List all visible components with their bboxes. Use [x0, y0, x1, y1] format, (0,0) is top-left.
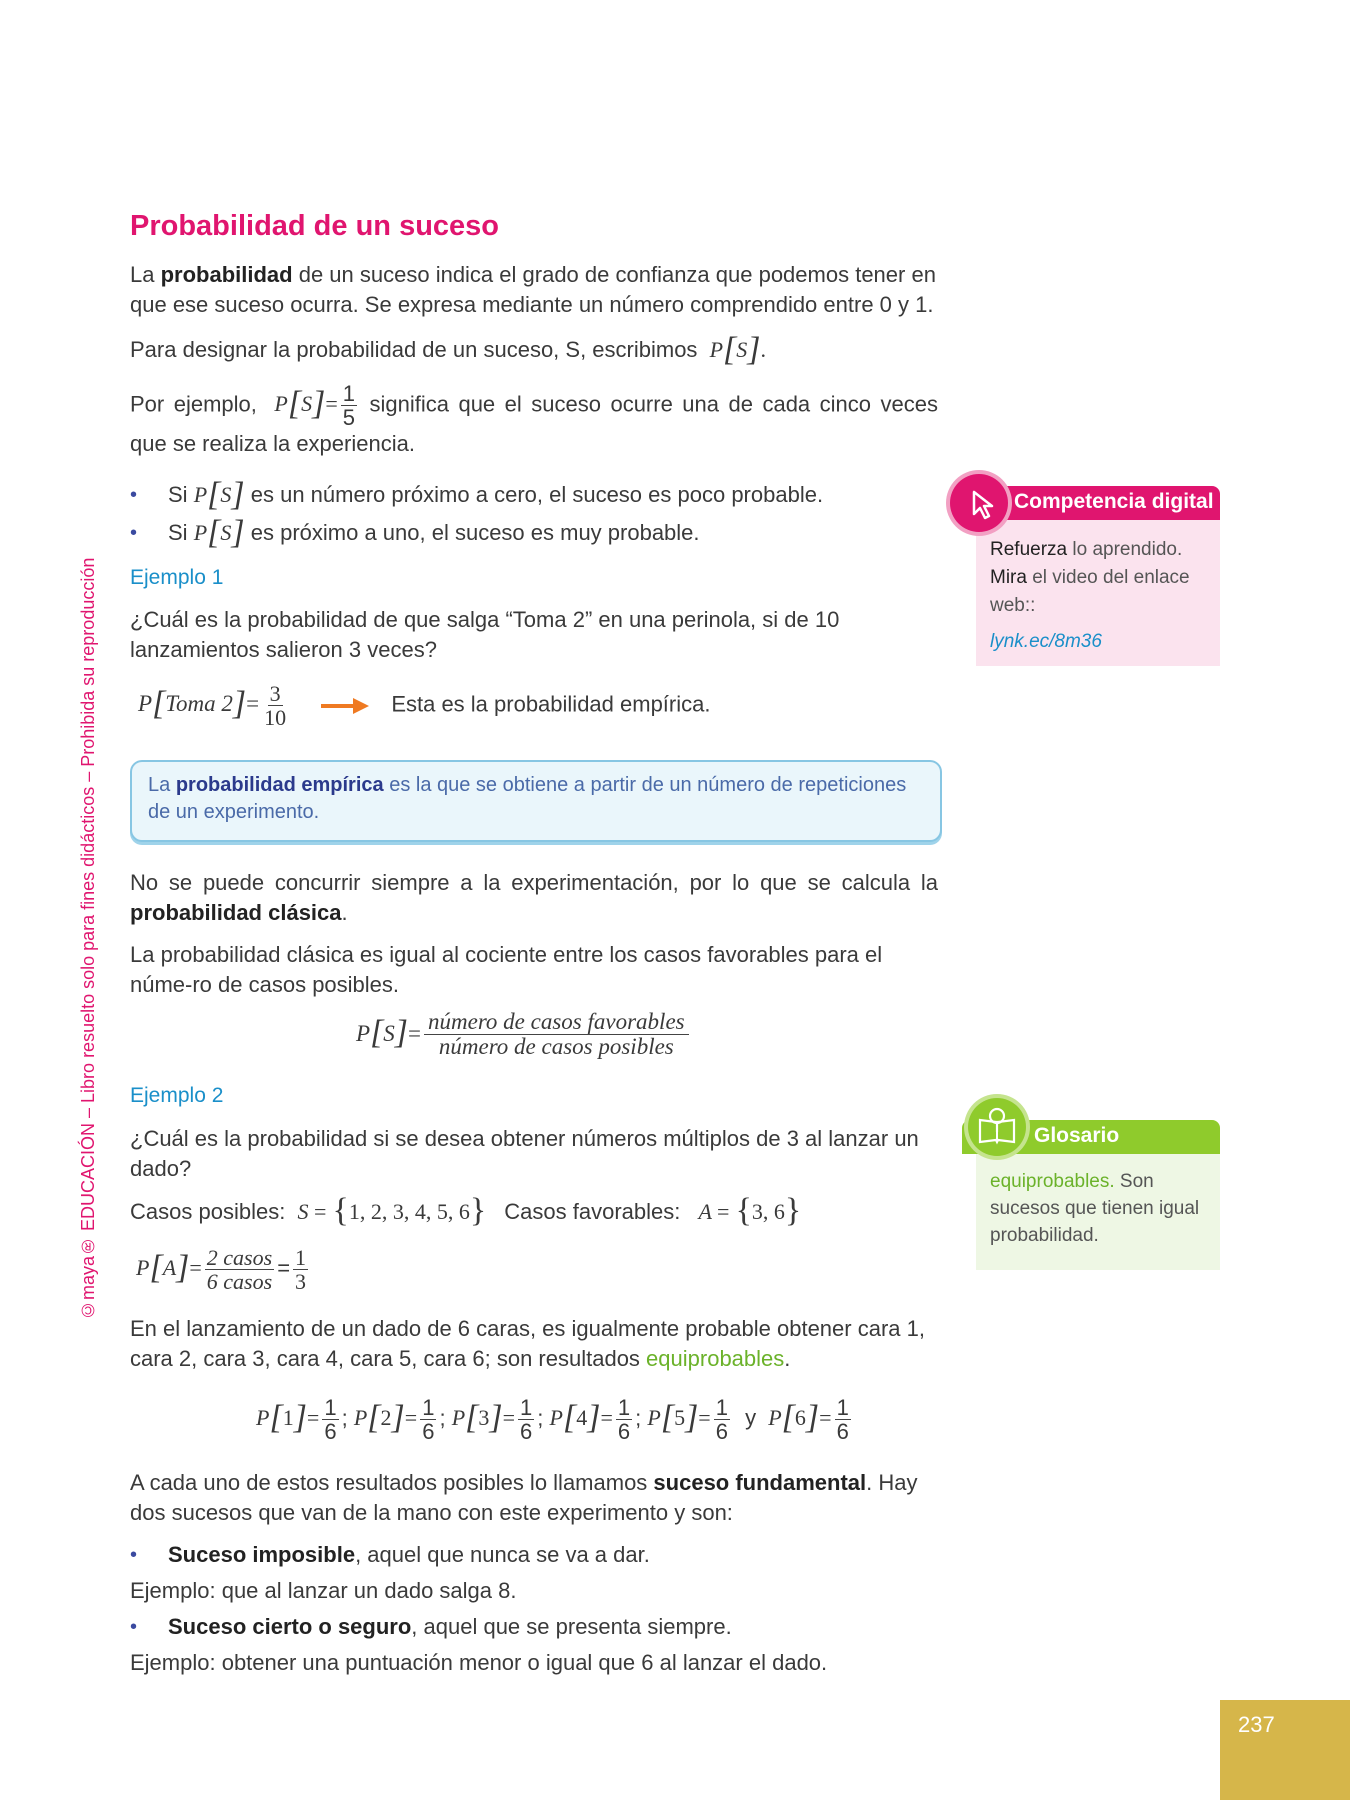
bullet-item: • Suceso imposible, aquel que nunca se va a dar. [130, 1542, 650, 1567]
book-icon [968, 1098, 1026, 1156]
example-1-label: Ejemplo 1 [130, 566, 224, 589]
classic-paragraph: No se puede concurrir siempre a la experimentación, por lo que se calcula la probabilidad clásica. [130, 870, 938, 925]
glossary-text: equiprobables. Son sucesos que tienen igual probabilidad. [990, 1171, 1200, 1246]
example-2-result: P[A]= $\frac{\text{2 casos}}{\text{6 casos}}$ = $\frac{1}{3}$ [136, 1245, 307, 1295]
page-number: 237 [1238, 1712, 1275, 1737]
glossary-title: Glosario [1034, 1124, 1120, 1147]
example-text: Ejemplo: que al lanzar un dado salga 8. [130, 1578, 517, 1603]
bullet-item: • Suceso cierto o seguro, aquel que se presenta siempre. [130, 1614, 732, 1639]
bullet-item: • Si P[S] es un número próximo a cero, el suceso es poco probable. [130, 476, 824, 513]
example-1-formula: P[Toma 2]= $\frac{3}{10}$ Esta es la probabilidad empírica. [138, 681, 711, 731]
fundamental-paragraph: A cada uno de estos resultados posibles lo llamamos suceso fundamental. Hay dos sucesos que van de la mano con este experimento y son: [130, 1470, 918, 1525]
digital-competence-text: Refuerza lo aprendido. Mira el video del enlace web:: lynk.ec/8m36 [990, 536, 1210, 656]
video-link[interactable]: lynk.ec/8m36 [990, 631, 1102, 652]
example-text: Ejemplo: obtener una puntuación menor o igual que 6 al lanzar el dado. [130, 1650, 828, 1675]
fraction-one-fifth: $\frac{1}{5}$ [342, 381, 355, 431]
section-title: Probabilidad de un suceso [130, 210, 500, 242]
digital-competence-title: Competencia digital [1014, 490, 1214, 513]
example-2-label: Ejemplo 2 [130, 1084, 224, 1107]
example-1-question: ¿Cuál es la probabilidad de que salga “Toma 2” en una perinola, si de 10 lanzamientos salieron 3 veces? [130, 607, 840, 662]
cases-line: Casos posibles: S = {1, 2, 3, 4, 5, 6} Casos favorables: A = {3, 6} [130, 1192, 802, 1229]
page-number-tab [1220, 1700, 1350, 1800]
copyright-vertical-note: ©maya® EDUCACIÓN – Libro resuelto solo para fines didácticos – Prohibida su reproducción [78, 557, 98, 1320]
classic-definition: La probabilidad clásica es igual al cociente entre los casos favorables para el núme-ro de casos posibles. [130, 942, 883, 997]
definition-callout: La probabilidad empírica es la que se obtiene a partir de un número de repeticiones de un experimento. [130, 760, 942, 842]
example-2-question: ¿Cuál es la probabilidad si se desea obtener números múltiplos de 3 al lanzar un dado? [130, 1126, 919, 1181]
dice-paragraph: En el lanzamiento de un dado de 6 caras, es igualmente probable obtener cara 1, cara 2, cara 3, cara 4, cara 5, cara 6; son resultados equiprobables. [130, 1316, 925, 1371]
arrow-right-icon [319, 696, 371, 716]
bullet-item: • Si P[S] es próximo a uno, el suceso es muy probable. [130, 514, 700, 551]
classic-formula: P[S]= $\frac{\text{número de casos favorables}}{\text{número de casos posibles}}$ [356, 1010, 692, 1059]
notation-paragraph: Para designar la probabilidad de un suceso, S, escribimos P[S]. [130, 331, 766, 368]
example-paragraph: Por ejemplo, P[S]= $\frac{1}{5}$ significa que el suceso ocurre una de cada cinco veces que se realiza la experiencia. [130, 381, 938, 457]
intro-paragraph: La probabilidad de un suceso indica el grado de confianza que podemos tener en que ese suceso ocurra. Se expresa mediante un número comprendido entre 0 y 1. [130, 262, 936, 317]
cursor-icon [950, 474, 1008, 532]
dice-probabilities: P[1]= $\frac{1}{6}$ ; P[2]= $\frac{1}{6}$ ; P[3]= $\frac{1}{6}$ ; P[4]= $\frac{1}{6}$ ; P[5]= $\frac{1}{6}$ y P[6]= $\frac{1}{6}$ [256, 1395, 849, 1445]
